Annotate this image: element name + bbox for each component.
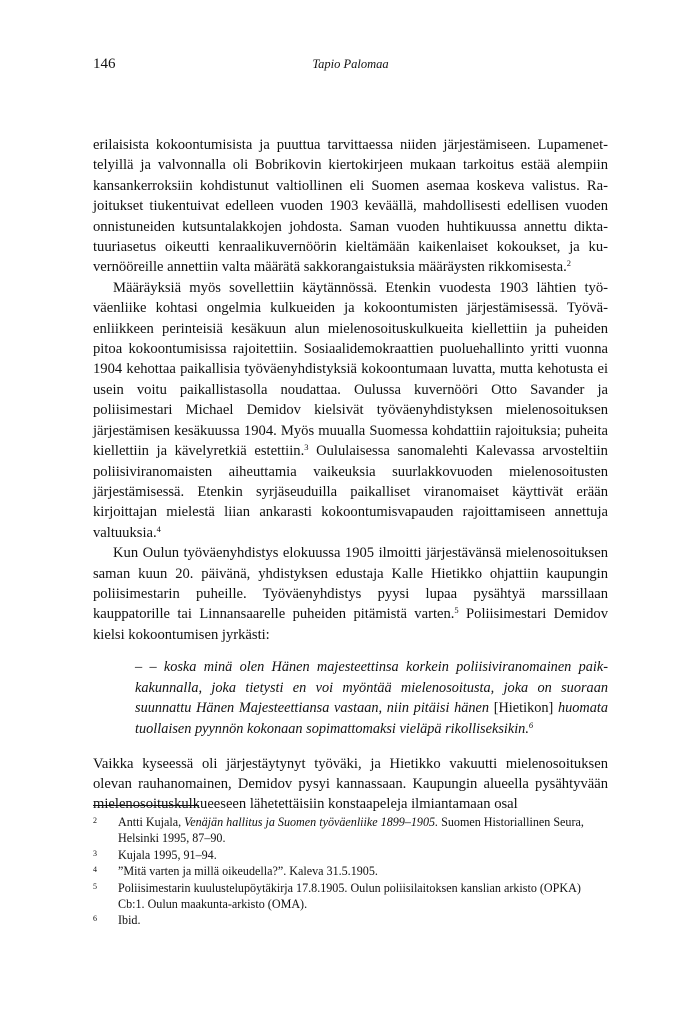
footnote-number: 4: [93, 865, 97, 875]
paragraph-2-text-a: Määräyksiä myös sovellettiin käytännössä. Etenkin vuodesta 1903 lähtien työväenliike kohtasi ongelmia kulkueiden ja kokoontumisten järjestämisessä. Työväenliikkeen perinteisiä kesäkuun alun mielenosoituskulkueita kiellettiin ja puheiden pitoa kokoontumisissa rajoitettiin. Sosiaalidemokraattien puoluehallinto yritti vuonna 1904 kehottaa paikallisia työväenyhdistyksiä kokoontumaan luvatta, mutta kehotusta ei usein voitu paikallistasolla noudattaa. Oulussa kuvernööri Otto Savander ja poliisimestari Michael Demidov kielsivät työväenyhdistyksen mielenosoituksen järjestämisen kesäkuussa 1904. Myös muualla Suomessa kohdattiin rajoituksia; puheita kiellettiin ja kävelyretkiä estettiin.: [93, 279, 608, 460]
quote-text-a: – – koska minä olen Hänen majesteettinsa korkein poliisiviranomainen paikkakunnalla, joka tietysti en voi myöntää mielenosoitusta, joka on suoraan suunnattu Hänen Majesteettiansa vastaan, niin pitäisi hänen: [135, 659, 608, 717]
footnote-ref-2: 2: [566, 258, 571, 269]
footnote-number: 2: [93, 816, 97, 825]
page-number: 146: [93, 56, 116, 72]
footnote-3: [93, 847, 608, 863]
paragraph-2: [93, 278, 608, 543]
footnote-ref-4: 4: [156, 523, 161, 534]
footnote-text: Poliisimestarin kuulustelupöytäkirja 17.8.1905. Oulun poliisilaitoksen kanslian arkisto (OPKA) Cb:1. Oulun maakunta-arkisto (OMA).: [118, 880, 581, 912]
footnote-text: ”Mitä varten ja millä oikeudella?”. Kaleva 31.5.1905.: [118, 864, 378, 879]
paragraph-3: [93, 543, 608, 645]
block-quote: [135, 657, 608, 739]
footnote-separator: [93, 805, 199, 806]
footnote-6: [93, 912, 608, 928]
footnote-text: Kujala 1995, 91–94.: [118, 847, 217, 862]
footnote-number: 3: [93, 848, 97, 858]
footnote-text-pre: Antti Kujala,: [118, 815, 185, 829]
page-header: [93, 56, 608, 76]
footnotes: [93, 814, 608, 929]
running-head-author: Tapio Palomaa: [312, 57, 389, 71]
footnote-ref-3: 3: [304, 442, 309, 453]
paragraph-3-text-a: Kun Oulun työväenyhdistys elokuussa 1905 ilmoitti järjestävänsä mielenosoituksen saman kuun 20. päivänä, yhdistyksen edustaja Kalle Hietikko ohjattiin kaupungin poliisimestarin puheille. Työväenyhdistys pyysi lupaa pysähtyä marssillaan kauppatorille tai Linnansaarelle puheiden pitämistä varten.: [93, 545, 608, 623]
quote-text-b: huomata tuollaisen pyynnön kokonaan sopimattomaksi vieläpä rikolliseksikin.: [135, 700, 608, 737]
paragraph-1-text: erilaisista kokoontumisista ja puuttua tarvittaessa niiden järjestämiseen. Lupamenettelyillä ja valvonnalla oli Bobrikovin kiertokirjeen mukaan tarkoitus estää alempiin kansankerroksiin kohdistunut valtiollinen eli Suomen asemaa koskeva valistus. Rajoitukset tiukentuivat edelleen vuoden 1903 keväällä, mahdollisesti edellisen vuoden onnistuneiden kutsuntalakkojen johdosta. Saman vuoden huhtikuussa annettu diktatuuriasetus oikeutti kenraalikuvernöörin kieltämään kaikenlaiset kokoukset, ja kuvernööreille annettiin valta määrätä sakkorangaistuksia määräysten rikkomisesta.: [93, 137, 608, 276]
footnote-text: [118, 814, 608, 847]
quote-bracket-insert: [Hietikon]: [493, 700, 554, 717]
paragraph-1: [93, 135, 608, 278]
footnote-title-italic: Venäjän hallitus ja Suomen työväenliike 1899–1905.: [184, 815, 439, 829]
footnote-text: Ibid.: [118, 913, 141, 928]
paragraph-4-text: Vaikka kyseessä oli järjestäytynyt työväki, ja Hietikko vakuutti mielenosoituksen olevan rauhanomainen, Demidov pysyi kannassaan. Kaupungin alueella pysähtyvään mielenosoituskulkueeseen lähetettäisiin konstaapeleja ilmiantamaan osal: [93, 755, 608, 813]
footnote-text-post: Suomen Historiallinen Seura, Helsinki 1995, 87–90.: [118, 815, 584, 846]
footnote-ref-6: 6: [528, 719, 534, 730]
footnote-4: [93, 863, 608, 879]
footnote-ref-5: 5: [454, 605, 459, 616]
footnote-5: [93, 880, 608, 913]
footnote-2: [93, 814, 608, 847]
paragraph-3-text-b: Poliisimestari Demidov kielsi kokoontumisen jyrkästi:: [93, 606, 608, 643]
body-text: [93, 135, 608, 815]
footnote-number: 6: [93, 914, 97, 924]
paragraph-2-text-b: Oululaisessa sanomalehti Kalevassa arvosteltiin poliisiviranomaisten aiheuttamia vaikeuksia suurlakkovuoden mielenosoitusten järjestämisessä. Etenkin syrjäseuduilla paikalliset viranomaiset käyttivät erään kirjoittajan mielestä liian ankarasti kokoontumisvapauden rajoittamiseen annettuja valtuuksia.: [93, 443, 608, 541]
footnote-number: 5: [93, 881, 97, 891]
